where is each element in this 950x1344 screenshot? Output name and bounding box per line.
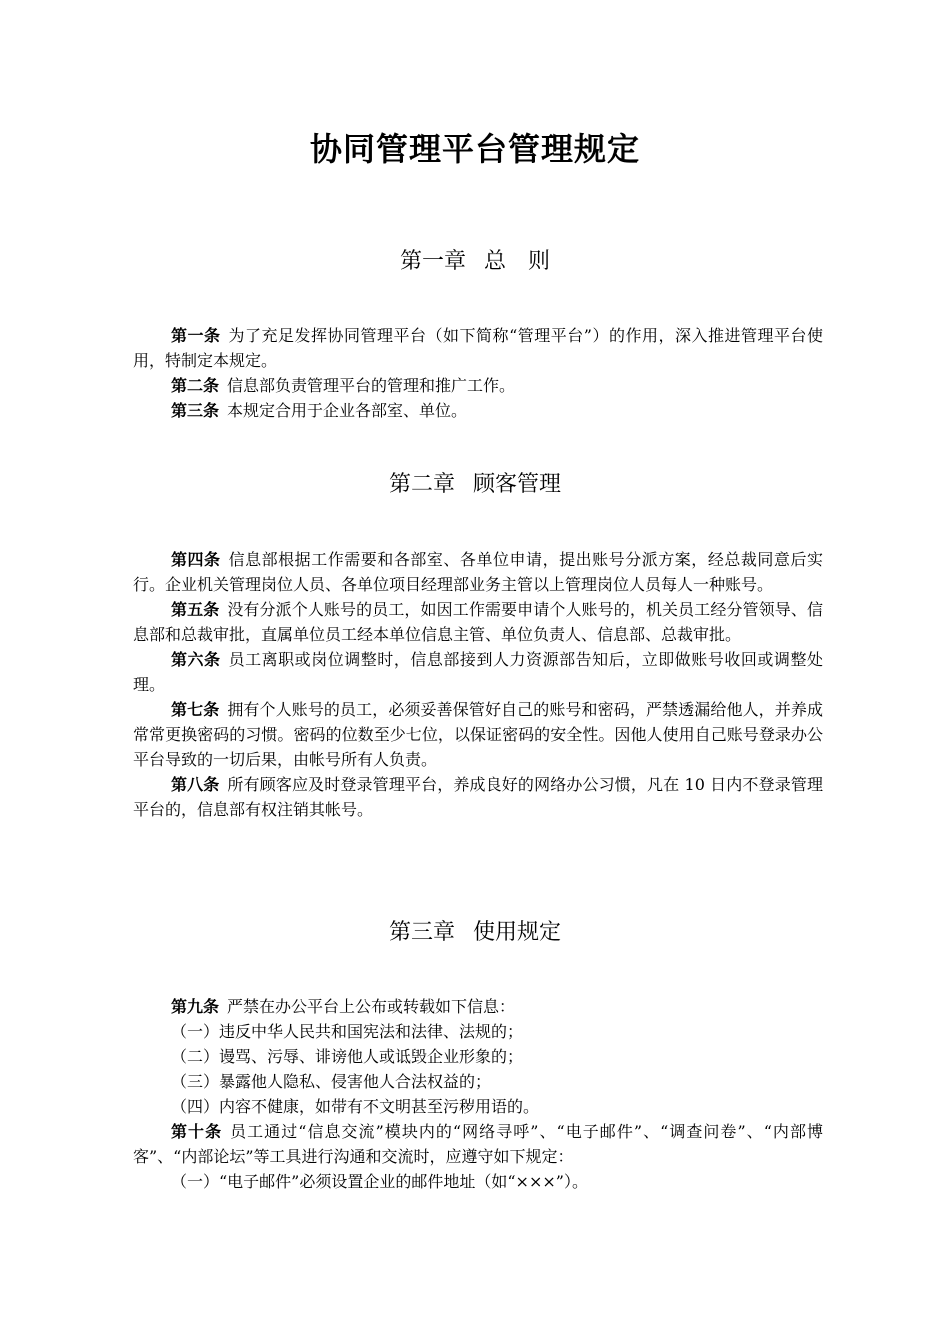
article-text: 为了充足发挥协同管理平台（如下简称“管理平台”）的作用，深入推进管理平台使用，特制定本规定。 [133, 326, 823, 370]
article-text: 员工通过“信息交流”模块内的“网络寻呼”、“电子邮件”、“调查问卷”、“内部博客”、“内部论坛”等工具进行沟通和交流时，应遵守如下规定： [133, 1122, 823, 1166]
article-label: 第五条 [171, 600, 220, 619]
chapter-number: 第三章 [388, 920, 455, 945]
article-text: 信息部根据工作需要和各部室、各单位申请，提出账号分派方案，经总裁同意后实行。企业机关管理岗位人员、各单位项目经理部业务主管以上管理岗位人员每人一种账号。 [133, 550, 823, 594]
document-title: 协同管理平台管理规定 [309, 130, 640, 168]
article-text: 员工离职或岗位调整时，信息部接到人力资源部告知后，立即做账号收回或调整处理。 [133, 650, 823, 694]
article-label: 第七条 [171, 700, 220, 719]
article-label: 第一条 [171, 326, 221, 345]
article-text: 没有分派个人账号的员工，如因工作需要申请个人账号的，机关员工经分管领导、信息部和总裁审批，直属单位员工经本单位信息主管、单位负责人、信息部、总裁审批。 [133, 600, 823, 644]
list-item: （一）“电子邮件”必须设置企业的邮件地址（如“×××”）。 [171, 1172, 588, 1191]
article-text: 本规定合用于企业各部室、单位。 [227, 401, 468, 420]
article [133, 1119, 823, 1169]
chapter-title: 总 则 [484, 249, 551, 274]
article [133, 597, 823, 647]
chapter-heading [0, 470, 950, 500]
article [133, 994, 823, 1019]
chapter-number: 第二章 [388, 472, 455, 497]
article-label: 第六条 [171, 650, 221, 669]
article-label: 第九条 [171, 997, 220, 1016]
article [133, 323, 823, 373]
chapter-body [133, 547, 823, 822]
chapter-heading [0, 247, 950, 277]
chapter-title: 使用规定 [473, 920, 562, 945]
article-text: 严禁在办公平台上公布或转载如下信息： [227, 997, 516, 1016]
article [133, 373, 823, 398]
list-item: （二）谩骂、污辱、诽谤他人或诋毁企业形象的； [171, 1047, 524, 1066]
chapter-number: 第一章 [399, 249, 466, 274]
article [133, 547, 823, 597]
list-item: （三）暴露他人隐私、侵害他人合法权益的； [171, 1072, 492, 1091]
article [133, 772, 823, 822]
article-label: 第八条 [171, 775, 220, 794]
article [133, 697, 823, 772]
article [133, 398, 823, 423]
chapter-body [133, 323, 823, 423]
list-item: （一）违反中华人民共和国宪法和法律、法规的； [171, 1022, 524, 1041]
chapter-title: 顾客管理 [473, 472, 562, 497]
article-label: 第四条 [171, 550, 221, 569]
chapter-heading [0, 918, 950, 948]
article-label: 第三条 [171, 401, 220, 420]
article-label: 第二条 [171, 376, 220, 395]
list-item: （四）内容不健康，如带有不文明甚至污秽用语的。 [171, 1097, 540, 1116]
article [133, 647, 823, 697]
article-text: 信息部负责管理平台的管理和推广工作。 [227, 376, 516, 395]
article-label: 第十条 [171, 1122, 223, 1141]
chapter-body [133, 994, 823, 1194]
article-text: 拥有个人账号的员工，必须妥善保管好自己的账号和密码，严禁透漏给他人，并养成常常更换密码的习惯。密码的位数至少七位，以保证密码的安全性。因他人使用自己账号登录办公平台导致的一切后果，由帐号所有人负责。 [133, 700, 823, 769]
article-text: 所有顾客应及时登录管理平台，养成良好的网络办公习惯，凡在 10 日内不登录管理平台的，信息部有权注销其帐号。 [133, 775, 823, 819]
